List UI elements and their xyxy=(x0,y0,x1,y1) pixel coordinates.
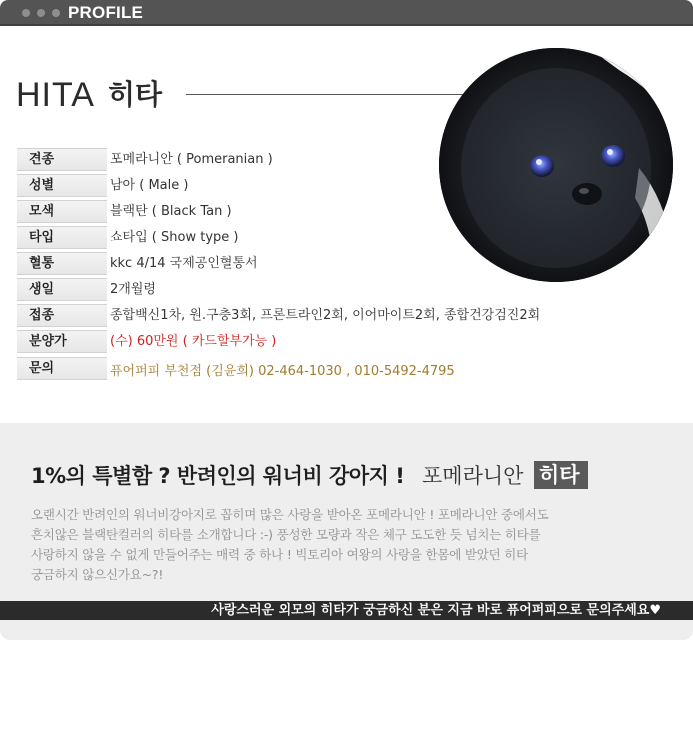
detail-label-box xyxy=(17,330,107,353)
detail-label-box xyxy=(17,252,107,275)
header-dot-icon xyxy=(37,9,45,17)
detail-label: 분양가 xyxy=(29,334,67,349)
price-value: (수) 60만원 ( 카드할부가능 ) xyxy=(110,334,277,349)
intro-headline: 1%의 특별함 ? 반려인의 워너비 강아지 ! xyxy=(31,464,405,488)
intro-paragraph-line: 오랜시간 반려인의 워너비강아지로 꼽히며 많은 사랑을 받아온 포메라니안 ! 포메라니안 중에서도 xyxy=(31,507,549,522)
intro-headline-breed: 포메라니안 xyxy=(422,464,524,488)
contact-value: 퓨어퍼피 부천점 (김윤희) 02-464-1030 , 010-5492-4795 xyxy=(110,364,455,379)
detail-label: 혈통 xyxy=(29,256,55,271)
pomeranian-photo-illustration xyxy=(439,48,673,282)
intro-paragraph-line: 사랑하지 않을 수 없게 만들어주는 매력 중 하나 ! 빅토리아 여왕의 사랑을 한몸에 받았던 히타 xyxy=(31,547,529,562)
detail-label: 타입 xyxy=(29,230,55,245)
header-dot-icon xyxy=(52,9,60,17)
dog-name-ko: 히타 xyxy=(108,78,163,111)
detail-value: 블랙탄 ( Black Tan ) xyxy=(110,204,232,219)
detail-value: kkc 4/14 국제공인혈통서 xyxy=(110,256,258,271)
profile-header-bar xyxy=(0,0,693,26)
intro-paragraph-line: 궁금하지 않으신가요~?! xyxy=(31,567,164,582)
title-divider xyxy=(186,94,476,95)
detail-value: 남아 ( Male ) xyxy=(110,178,189,193)
detail-label-box xyxy=(17,148,107,171)
intro-paragraph-line: 흔치않은 블랙탄컬러의 히타를 소개합니다 :-) 풍성한 모량과 작은 체구 도도한 듯 넘치는 히타를 xyxy=(31,527,541,542)
detail-label: 생일 xyxy=(29,282,55,297)
detail-label-box xyxy=(17,174,107,197)
header-title: PROFILE xyxy=(68,3,144,22)
detail-value: 쇼타입 ( Show type ) xyxy=(110,230,239,245)
dog-photo xyxy=(439,48,673,282)
detail-value: 포메라니안 ( Pomeranian ) xyxy=(110,152,273,167)
inquiry-banner xyxy=(0,601,693,620)
dog-name-en: HITA xyxy=(16,76,95,114)
detail-value: 2개월령 xyxy=(110,282,156,297)
detail-label: 견종 xyxy=(29,152,55,167)
header-dot-icon xyxy=(22,9,30,17)
detail-label: 성별 xyxy=(29,178,55,193)
detail-label-box xyxy=(17,304,107,327)
inquiry-banner-text: 사랑스러운 외모의 히타가 궁금하신 분은 지금 바로 퓨어퍼피으로 문의주세요♥ xyxy=(211,603,661,618)
detail-label-box xyxy=(17,226,107,249)
detail-label-box xyxy=(17,200,107,223)
detail-label-box xyxy=(17,278,107,301)
detail-value: 종합백신1차, 원.구충3회, 프론트라인2회, 이어마이트2회, 종합건강검진2회 xyxy=(110,308,541,323)
detail-label: 모색 xyxy=(29,204,55,219)
detail-label: 문의 xyxy=(29,361,55,376)
intro-headline-name-badge xyxy=(534,461,588,489)
detail-label-box xyxy=(17,357,107,380)
detail-label: 접종 xyxy=(29,308,55,323)
name-badge-text: 히타 xyxy=(539,463,580,487)
